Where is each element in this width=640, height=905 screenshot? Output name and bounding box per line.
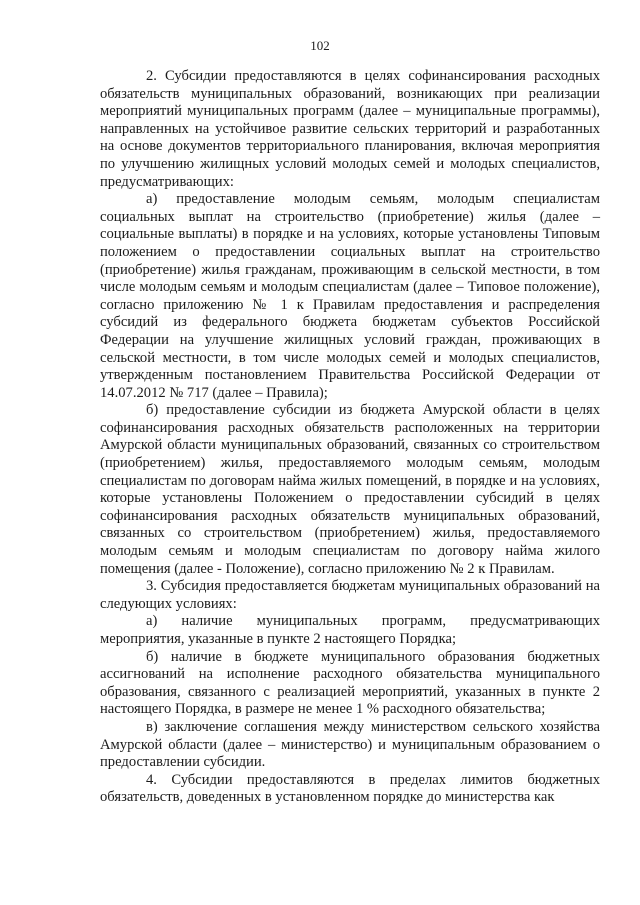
paragraph-3v: в) заключение соглашения между министерством сельского хозяйства Амурской области (далее – министерство) и муниципальным образованием о предоставлении субсидии.	[100, 718, 600, 771]
paragraph-3: 3. Субсидия предоставляется бюджетам муниципальных образований на следующих условиях:	[100, 578, 600, 612]
paragraph-3b: б) наличие в бюджете муниципального образования бюджетных ассигнований на исполнение расходного обязательства муниципального образования, связанного с реализацией мероприятий, указанных в пункте 2 настоящего Порядка, в размере не менее 1 % расходного обязательства;	[100, 648, 600, 718]
paragraph-3a: а) наличие муниципальных программ, предусматривающих мероприятия, указанные в пункте 2 настоящего Порядка;	[100, 613, 600, 647]
paragraph-2b: б) предоставление субсидии из бюджета Амурской области в целях софинансирования расходных обязательств расположенных на территории Амурской области муниципальных образований, связанных со строительством (приобретением) жилья, предоставляемого молодым семьям, молодым специалистам по договорам найма жилых помещений, в порядке и на условиях, которые установлены Положением о предоставлении субсидий в целях софинансирования расходных обязательств муниципальных образований, связанных со строительством (приобретением) жилья, предоставляемого молодым семьям и молодым специалистам по договору найма жилого помещения (далее - Положение), согласно приложению № 2 к Правилам.	[100, 402, 600, 577]
page-number: 102	[310, 38, 330, 53]
document-body	[100, 68, 600, 807]
paragraph-2: 2. Субсидии предоставляются в целях софинансирования расходных обязательств муниципальных образований, возникающих при реализации мероприятий муниципальных программ (далее – муниципальные программы), направленных на устойчивое развитие сельских территорий и разработанных на основе документов территориального планирования, включая мероприятия по улучшению жилищных условий молодых семей и молодых специалистов, предусматривающих:	[100, 68, 600, 190]
paragraph-2a: а) предоставление молодым семьям, молодым специалистам социальных выплат на строительство (приобретение) жилья (далее – социальные выплаты) в порядке и на условиях, которые установлены Типовым положением о предоставлении социальных выплат на строительство (приобретение) жилья гражданам, проживающим в сельской местности, в том числе молодым семьям и молодым специалистам (далее – Типовое положение), согласно приложению № 1 к Правилам предоставления и распределения субсидий из федерального бюджета бюджетам субъектов Российской Федерации на улучшение жилищных условий граждан, проживающих в сельской местности, в том числе молодых семей и молодых специалистов, утвержденным постановлением Правительства Российской Федерации от 14.07.2012 № 717 (далее – Правила);	[100, 191, 600, 401]
paragraph-4: 4. Субсидии предоставляются в пределах лимитов бюджетных обязательств, доведенных в установленном порядке до министерства как	[100, 771, 600, 806]
